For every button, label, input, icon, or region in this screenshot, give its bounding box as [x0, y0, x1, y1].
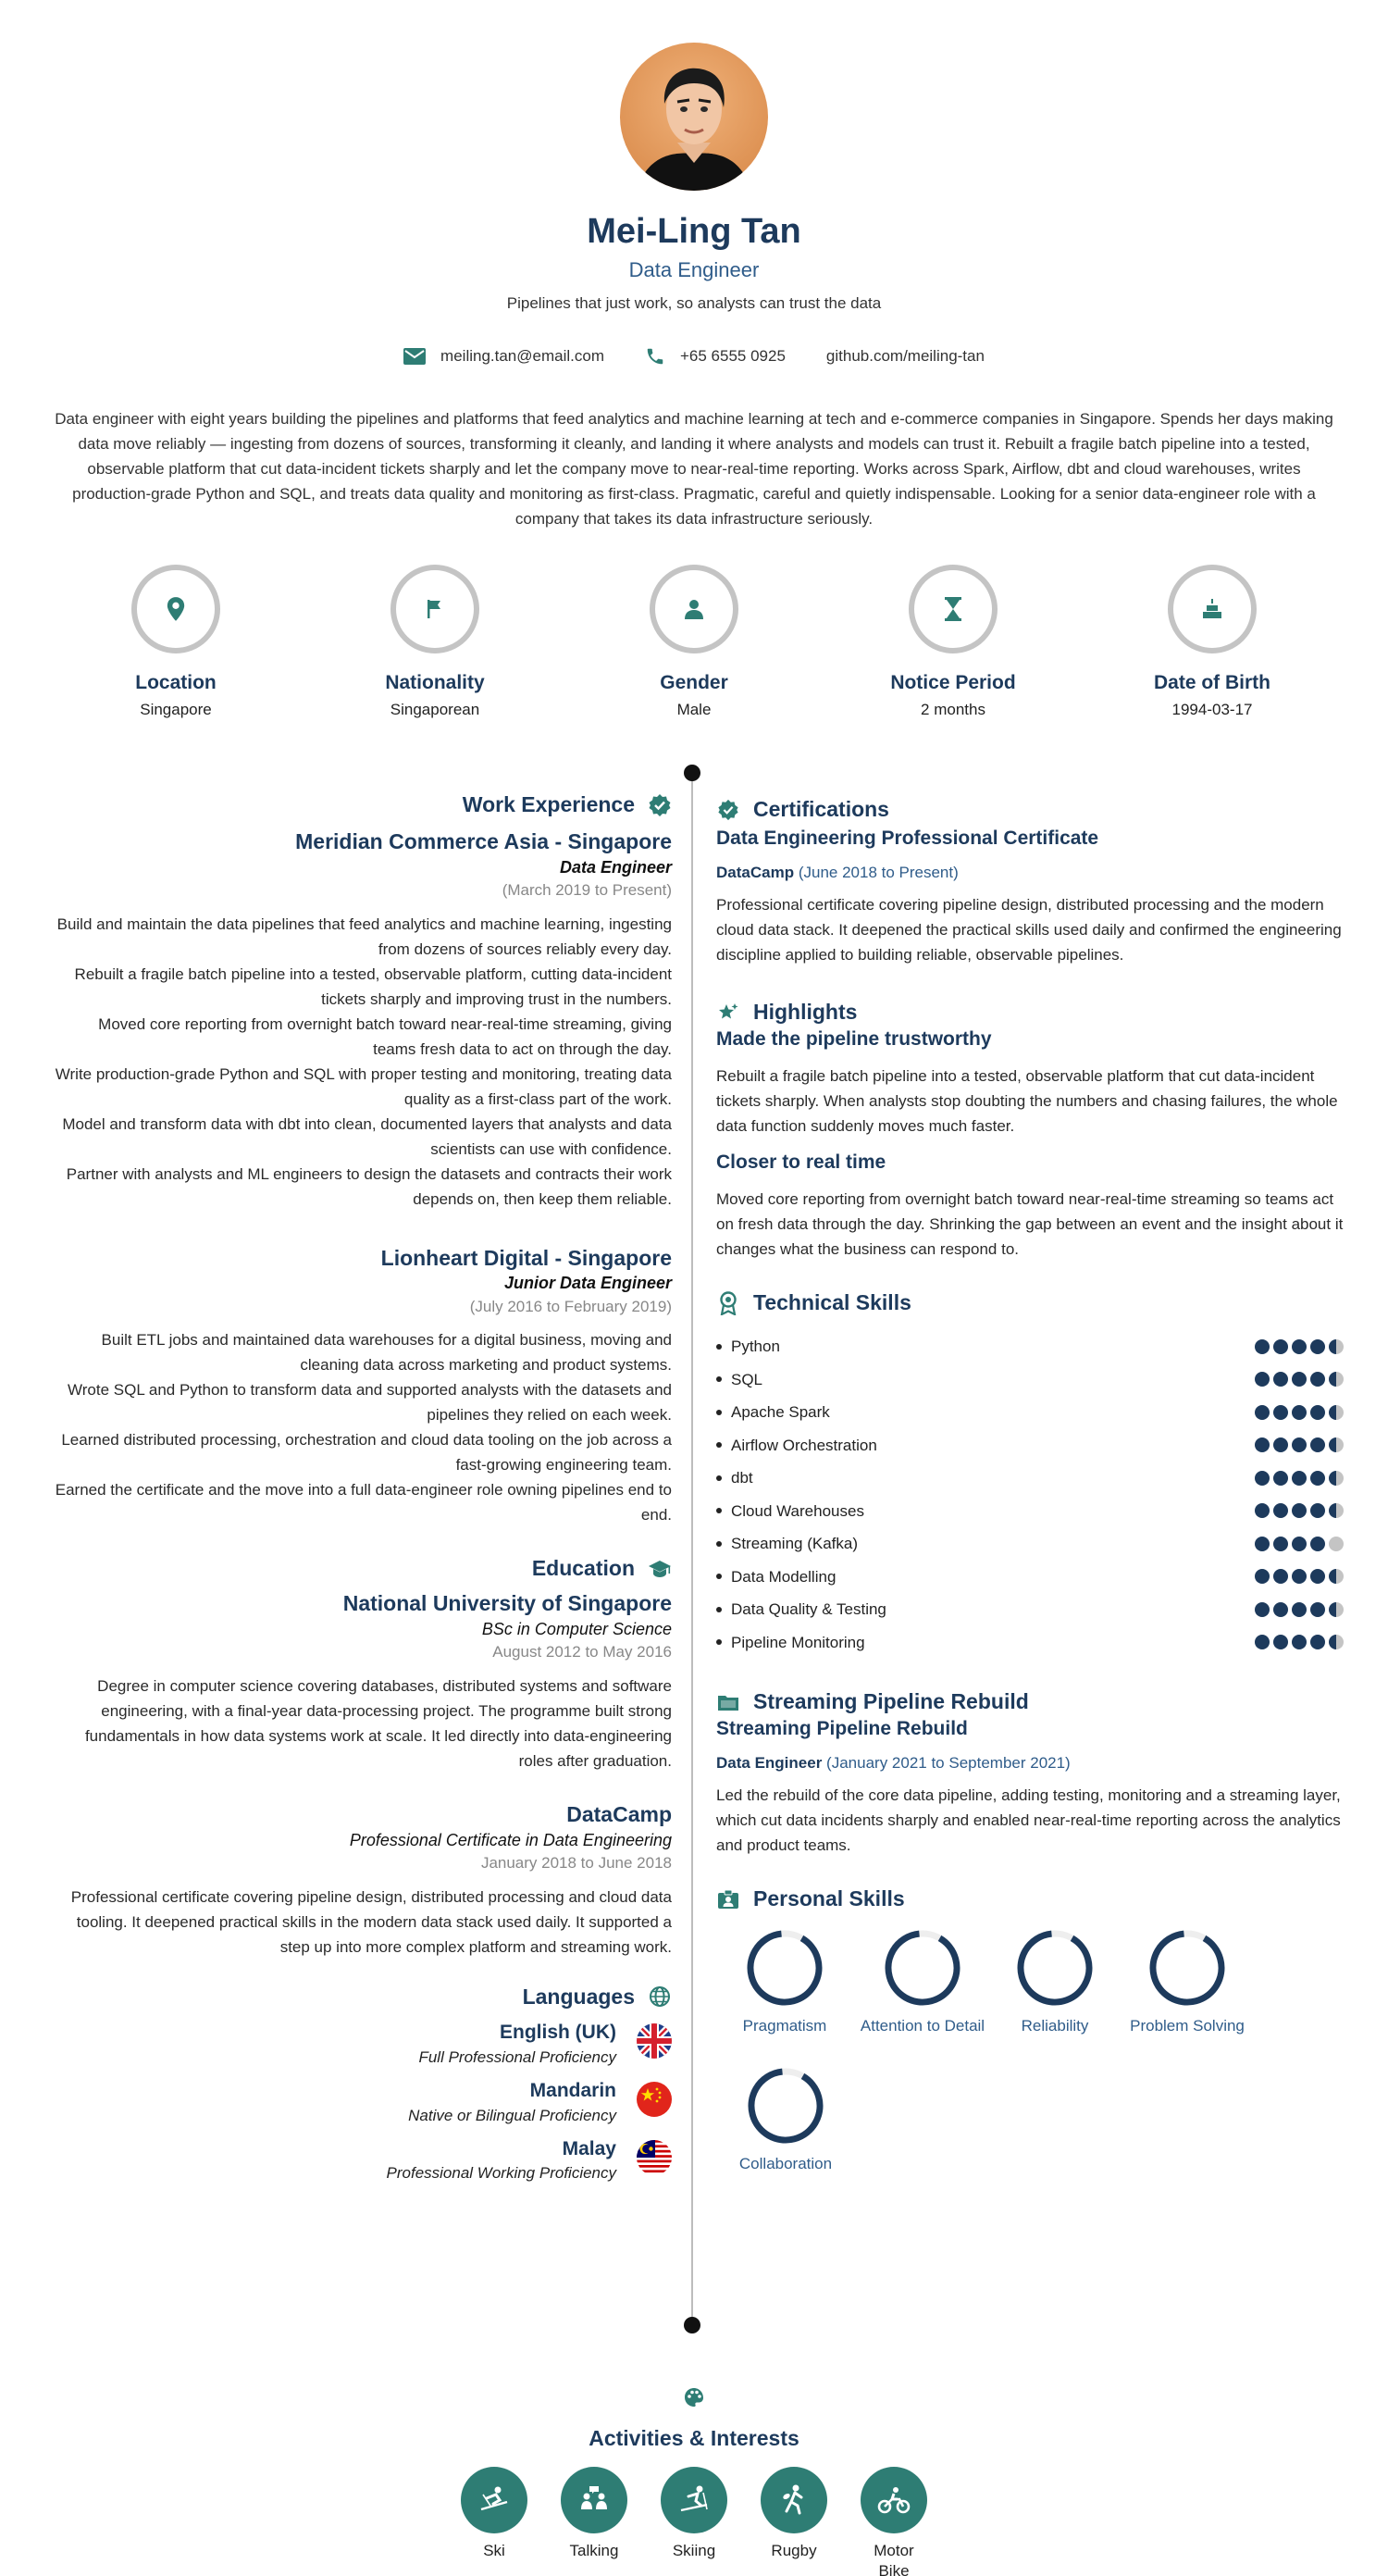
personal-skill — [1118, 1926, 1257, 2038]
rating-dot — [1273, 1339, 1288, 1354]
rating-dot — [1292, 1537, 1307, 1551]
hourglass-icon — [909, 565, 998, 653]
rating-dot — [1273, 1537, 1288, 1551]
cake-icon — [1168, 565, 1257, 653]
education-degree: Professional Certificate in Data Engineering — [349, 1830, 672, 1849]
activities-section — [0, 2386, 1388, 2576]
education-dates: August 2012 to May 2016 — [492, 1643, 672, 1661]
technical-skill-row — [716, 1626, 1345, 1660]
skill-rating — [1255, 1537, 1344, 1551]
technical-skill-name: Python — [731, 1338, 780, 1356]
rating-dot — [1292, 1503, 1307, 1518]
job-bullet: Built ETL jobs and maintained data warehouses for a digital business, moving and cleaning data across marketing and product systems. — [101, 1331, 672, 1375]
rating-dot — [1273, 1569, 1288, 1584]
fact-label: Date of Birth — [1154, 671, 1270, 693]
section-title: Technical Skills — [753, 1290, 911, 1315]
activities-heading: Activities & Interests — [589, 2426, 799, 2451]
technical-skill-name: Data Modelling — [731, 1567, 837, 1586]
fact-location — [83, 565, 268, 722]
education-school: National University of Singapore — [342, 1591, 672, 1616]
rating-dot — [1310, 1405, 1325, 1420]
job-bullet: Build and maintain the data pipelines that feed analytics and machine learning, ingesting from dozens of sources reliably every day. — [56, 915, 672, 958]
sparkle-star-icon — [716, 1001, 740, 1025]
certification-meta — [716, 861, 1345, 885]
education-heading — [52, 1555, 672, 1583]
technical-skills-heading — [716, 1289, 1345, 1317]
section-title: Languages — [522, 1984, 635, 2009]
technical-skill-name: Cloud Warehouses — [731, 1501, 864, 1520]
project-role: Data Engineer — [716, 1754, 823, 1773]
malaysia-flag-icon — [637, 2140, 672, 2175]
technical-skill-row — [716, 1429, 1345, 1462]
technical-skill-row — [716, 1561, 1345, 1594]
rating-dot — [1255, 1569, 1270, 1584]
rugby-icon — [761, 2467, 827, 2533]
personal-skill-label: Problem Solving — [1130, 2016, 1245, 2035]
language-name: Mandarin — [529, 2080, 616, 2102]
job-bullet: Write production-grade Python and SQL with proper testing and monitoring, treating data quality as a first-class part of the work. — [55, 1064, 672, 1108]
rating-dot — [1310, 1437, 1325, 1452]
highlight-description: Moved core reporting from overnight batch toward near-real-time streaming so teams act on fresh data through the day. Shrinking the gap between an event and the insight about it changes what the business can respond to. — [716, 1190, 1344, 1259]
skill-rating — [1255, 1569, 1344, 1584]
fact-value: Male — [676, 700, 712, 718]
globe-icon — [648, 1985, 672, 2009]
job-bullet: Learned distributed processing, orchestration and cloud data tooling on the job across a fast-growing engineering team. — [61, 1431, 672, 1475]
fact-label: Gender — [660, 671, 728, 693]
bullet-dot — [716, 1607, 722, 1612]
bullet-dot — [716, 1574, 722, 1579]
award-ribbon-icon — [716, 1291, 740, 1315]
certifications-heading — [716, 796, 1345, 824]
personal-skills-heading — [716, 1885, 1345, 1913]
certification-description: Professional certificate covering pipeline design, distributed processing and the modern cloud data stack. It deepened the practical skills used daily and confirmed the engineering discipline applied to building reliable, observable pipelines. — [716, 895, 1342, 964]
certification-dates: (June 2018 to Present) — [798, 864, 959, 882]
candidate-role: Data Engineer — [628, 257, 760, 281]
job-bullet: Wrote SQL and Python to transform data and supported analysts with the datasets and pipelines they relied on each week. — [68, 1381, 672, 1425]
education-description: Professional certificate covering pipeline design, distributed processing and cloud data tooling. It deepened practical skills in the modern data stack used daily. It supported a step up into more complex platform and streaming work. — [70, 1887, 672, 1956]
fact-date-of-birth — [1120, 565, 1305, 722]
languages-heading — [52, 1984, 672, 2011]
language-name: Malay — [562, 2138, 616, 2160]
technical-skill-row — [716, 1527, 1345, 1561]
activity-label: Talking — [569, 2541, 619, 2559]
skill-rating — [1255, 1471, 1344, 1486]
job-bullet: Model and transform data with dbt into clean, documented layers that analysts and data scientists can use with confidence. — [62, 1114, 672, 1158]
skill-rating — [1255, 1405, 1344, 1420]
fact-label: Location — [135, 671, 217, 693]
contact-phone[interactable] — [645, 343, 786, 368]
rating-dot — [1329, 1405, 1344, 1420]
skiing-icon — [661, 2467, 727, 2533]
language-name: English (UK) — [500, 2022, 616, 2044]
rating-dot — [1329, 1569, 1344, 1584]
activity-label: Ski — [483, 2541, 505, 2559]
map-pin-icon — [131, 565, 220, 653]
rating-dot — [1292, 1635, 1307, 1649]
ring-fill — [881, 1926, 964, 2010]
job-dates: (March 2019 to Present) — [502, 881, 672, 900]
ring-fill — [744, 2064, 827, 2147]
project-description: Led the rebuild of the core data pipeline, adding testing, monitoring and a streaming layer, which cut data incidents sharply and enabled near-real-time reporting across the analytics and product teams. — [716, 1786, 1341, 1854]
language-level: Native or Bilingual Proficiency — [408, 2106, 616, 2124]
flag-icon — [390, 565, 479, 653]
job-entry — [52, 828, 672, 1212]
section-title: Personal Skills — [753, 1885, 905, 1910]
palette-icon — [0, 2386, 1388, 2416]
fact-value: Singapore — [140, 700, 212, 718]
contact-email[interactable] — [403, 343, 604, 368]
rating-dot — [1310, 1471, 1325, 1486]
personal-skill — [853, 1926, 992, 2038]
rating-dot — [1273, 1437, 1288, 1452]
language-level: Professional Working Proficiency — [386, 2164, 616, 2183]
skill-rating — [1255, 1635, 1344, 1649]
personal-skill — [716, 2064, 855, 2176]
bullet-dot — [716, 1410, 722, 1415]
section-title: Education — [531, 1556, 635, 1581]
activity-label: Rugby — [771, 2541, 817, 2559]
job-entry — [52, 1245, 672, 1528]
rating-dot — [1273, 1372, 1288, 1387]
work-experience-heading — [52, 791, 672, 819]
rating-dot — [1255, 1339, 1270, 1354]
technical-skill-name: Apache Spark — [731, 1403, 830, 1422]
education-description: Degree in computer science covering databases, distributed systems and software engineering, with a final-year data-processing project. The programme built strong fundamentals in how data systems work at scale. It led directly into data-engineering roles after graduation. — [84, 1676, 672, 1770]
rating-dot — [1292, 1471, 1307, 1486]
rating-dot — [1329, 1537, 1344, 1551]
uk-flag-icon — [637, 2023, 672, 2059]
bullet-dot — [716, 1376, 722, 1382]
talking-icon — [561, 2467, 627, 2533]
rating-dot — [1329, 1339, 1344, 1354]
folder-icon — [716, 1690, 740, 1714]
skill-rating — [1255, 1437, 1344, 1452]
person-icon — [650, 565, 738, 653]
language-item — [52, 2078, 672, 2127]
rating-dot — [1310, 1503, 1325, 1518]
timeline-line — [691, 772, 693, 2324]
rating-dot — [1329, 1471, 1344, 1486]
rating-dot — [1292, 1339, 1307, 1354]
rating-dot — [1273, 1503, 1288, 1518]
ring-fill — [1013, 1926, 1097, 2010]
language-item — [52, 2136, 672, 2185]
email-text: meiling.tan@email.com — [440, 347, 604, 366]
technical-skill-row — [716, 1462, 1345, 1495]
fact-label: Notice Period — [890, 671, 1016, 693]
id-badge-icon — [716, 1887, 740, 1911]
timeline-dot-bottom — [684, 2317, 700, 2333]
skill-rating — [1255, 1339, 1344, 1354]
job-company: Meridian Commerce Asia - Singapore — [295, 828, 672, 853]
section-title: Highlights — [753, 999, 858, 1024]
avatar — [620, 43, 768, 191]
rating-dot — [1329, 1602, 1344, 1617]
certification-title: Data Engineering Professional Certificate — [716, 827, 1099, 849]
rating-dot — [1255, 1471, 1270, 1486]
technical-skills-list — [716, 1330, 1345, 1659]
activity-item — [561, 2467, 627, 2576]
job-bullet: Earned the certificate and the move into a full data-engineer role owning pipelines end to end. — [55, 1481, 672, 1524]
graduation-cap-icon — [648, 1557, 672, 1581]
left-column — [52, 791, 672, 2185]
fact-value: Singaporean — [390, 700, 480, 718]
contact-github[interactable] — [826, 343, 985, 368]
personal-skill-label: Attention to Detail — [860, 2016, 985, 2035]
bullet-dot — [716, 1541, 722, 1547]
bullet-dot — [716, 1639, 722, 1645]
rating-dot — [1255, 1602, 1270, 1617]
rating-dot — [1292, 1437, 1307, 1452]
rating-dot — [1329, 1372, 1344, 1387]
highlights-heading — [716, 999, 1345, 1027]
rating-dot — [1329, 1635, 1344, 1649]
rating-dot — [1292, 1569, 1307, 1584]
rating-dot — [1292, 1602, 1307, 1617]
ring-fill — [1146, 1926, 1229, 2010]
candidate-name: Mei-Ling Tan — [587, 212, 801, 251]
candidate-tagline: Pipelines that just work, so analysts can trust the data — [506, 294, 882, 313]
skill-rating — [1255, 1602, 1344, 1617]
education-entry — [52, 1801, 672, 1960]
job-bullets — [52, 912, 672, 1212]
activity-item — [761, 2467, 827, 2576]
activity-item — [861, 2467, 927, 2576]
rating-dot — [1273, 1471, 1288, 1486]
rating-dot — [1310, 1602, 1325, 1617]
rating-dot — [1273, 1602, 1288, 1617]
rating-dot — [1255, 1405, 1270, 1420]
job-dates: (July 2016 to February 2019) — [469, 1297, 672, 1315]
personal-skill — [992, 1926, 1118, 2038]
project-dates: (January 2021 to September 2021) — [826, 1754, 1071, 1773]
technical-skill-row — [716, 1495, 1345, 1528]
rating-dot — [1292, 1372, 1307, 1387]
job-title: Junior Data Engineer — [503, 1274, 672, 1293]
job-bullet: Rebuilt a fragile batch pipeline into a tested, observable platform, cutting data-incident tickets sharply and improving trust in the numbers. — [74, 964, 672, 1008]
technical-skill-row — [716, 1330, 1345, 1363]
personal-facts — [83, 565, 1305, 722]
rating-dot — [1310, 1372, 1325, 1387]
highlight-title: Closer to real time — [716, 1151, 886, 1173]
rating-dot — [1310, 1569, 1325, 1584]
fact-nationality — [342, 565, 527, 722]
rating-dot — [1329, 1503, 1344, 1518]
verified-badge-icon — [716, 798, 740, 822]
personal-skill-label: Collaboration — [738, 2155, 833, 2173]
technical-skill-name: SQL — [731, 1370, 763, 1388]
verified-badge-icon — [648, 793, 672, 817]
technical-skill-row — [716, 1363, 1345, 1397]
rating-dot — [1255, 1537, 1270, 1551]
education-degree: BSc in Computer Science — [481, 1620, 672, 1639]
highlight-title: Made the pipeline trustworthy — [716, 1027, 992, 1050]
skill-ring — [1146, 1926, 1229, 2010]
contact-bar — [0, 343, 1388, 368]
rating-dot — [1310, 1537, 1325, 1551]
language-item — [52, 2020, 672, 2069]
skill-rating — [1255, 1372, 1344, 1387]
personal-skill-label: Reliability — [1021, 2016, 1089, 2035]
section-title: Certifications — [753, 797, 889, 821]
bullet-dot — [716, 1442, 722, 1448]
activities-list — [0, 2467, 1388, 2576]
github-text: github.com/meiling-tan — [825, 347, 985, 366]
resume-header — [0, 0, 1388, 369]
technical-skill-name: Streaming (Kafka) — [731, 1535, 858, 1553]
highlight-description: Rebuilt a fragile batch pipeline into a tested, observable platform that cut data-incident tickets sharply. When analysts stop doubting the numbers and chasing failures, the whole data function suddenly moves much faster. — [716, 1066, 1338, 1135]
personal-skills-list — [716, 1926, 1345, 2202]
project-title: Streaming Pipeline Rebuild — [716, 1718, 968, 1740]
rating-dot — [1255, 1503, 1270, 1518]
fact-notice-period — [861, 565, 1046, 722]
rating-dot — [1292, 1405, 1307, 1420]
job-bullet: Partner with analysts and ML engineers to design the datasets and contracts their work depends on, then keep them reliable. — [66, 1164, 672, 1208]
phone-text: +65 6555 0925 — [679, 347, 786, 366]
personal-skill-label: Pragmatism — [742, 2016, 827, 2035]
skill-ring — [1013, 1926, 1097, 2010]
technical-skill-row — [716, 1396, 1345, 1429]
rating-dot — [1310, 1339, 1325, 1354]
technical-skill-name: Airflow Orchestration — [731, 1436, 877, 1454]
activity-label: Motor Bike — [874, 2541, 914, 2576]
right-column — [716, 796, 1345, 2202]
bullet-dot — [716, 1344, 722, 1350]
project-heading — [716, 1688, 1345, 1716]
language-level: Full Professional Proficiency — [418, 2047, 616, 2066]
bullet-dot — [716, 1475, 722, 1481]
skill-ring — [744, 2064, 827, 2147]
ring-fill — [743, 1926, 826, 2010]
technical-skill-name: Data Quality & Testing — [731, 1600, 886, 1619]
education-entry — [52, 1590, 672, 1773]
technical-skill-row — [716, 1593, 1345, 1626]
profile-summary: Data engineer with eight years building the pipelines and platforms that feed analytics and machine learning at tech and e-commerce companies in Singapore. Spends her days making data move reliably — ingesting from dozens of sources, transforming it cleanly, and landing it where analysts and models can trust it. Rebuilt a fragile batch pipeline into a tested, observable platform that cut data-incident tickets sharply and let the company move to near-real-time reporting. Works across Spark, Airflow, dbt and cloud warehouses, writes production-grade Python and SQL, and treats data quality and monitoring as first-class. Pragmatic, careful and quietly indispensable. Looking for a senior data-engineer role with a company that takes its data infrastructure seriously. — [55, 409, 1333, 528]
fact-label: Nationality — [385, 671, 485, 693]
rating-dot — [1329, 1437, 1344, 1452]
rating-dot — [1310, 1635, 1325, 1649]
skill-rating — [1255, 1503, 1344, 1518]
bullet-dot — [716, 1508, 722, 1513]
job-bullets — [52, 1327, 672, 1527]
activity-label: Skiing — [672, 2541, 716, 2559]
rating-dot — [1255, 1437, 1270, 1452]
education-dates: January 2018 to June 2018 — [480, 1854, 672, 1873]
job-bullet: Moved core reporting from overnight batch toward near-real-time streaming, giving teams fresh data to act on through the day. — [98, 1014, 672, 1058]
education-school: DataCamp — [566, 1801, 672, 1826]
fact-gender — [601, 565, 787, 722]
rating-dot — [1273, 1405, 1288, 1420]
phone-icon — [645, 346, 665, 367]
project-meta — [716, 1751, 1345, 1775]
technical-skill-name: dbt — [731, 1469, 753, 1487]
personal-skill — [716, 1926, 853, 2038]
ski-icon — [461, 2467, 527, 2533]
rating-dot — [1255, 1635, 1270, 1649]
fact-value: 1994-03-17 — [1171, 700, 1253, 718]
email-icon — [403, 348, 426, 365]
activity-item — [661, 2467, 727, 2576]
skill-ring — [881, 1926, 964, 2010]
section-title: Streaming Pipeline Rebuild — [753, 1689, 1029, 1714]
rating-dot — [1255, 1372, 1270, 1387]
rating-dot — [1273, 1635, 1288, 1649]
certification-issuer: DataCamp — [716, 864, 795, 882]
activity-item — [461, 2467, 527, 2576]
technical-skill-name: Pipeline Monitoring — [731, 1633, 865, 1651]
job-company: Lionheart Digital - Singapore — [380, 1245, 672, 1270]
fact-value: 2 months — [921, 700, 985, 718]
section-title: Work Experience — [462, 792, 635, 816]
job-title: Data Engineer — [559, 857, 672, 877]
skill-ring — [743, 1926, 826, 2010]
china-flag-icon — [637, 2082, 672, 2117]
timeline-dot-top — [684, 765, 700, 781]
motorbike-icon — [861, 2467, 927, 2533]
